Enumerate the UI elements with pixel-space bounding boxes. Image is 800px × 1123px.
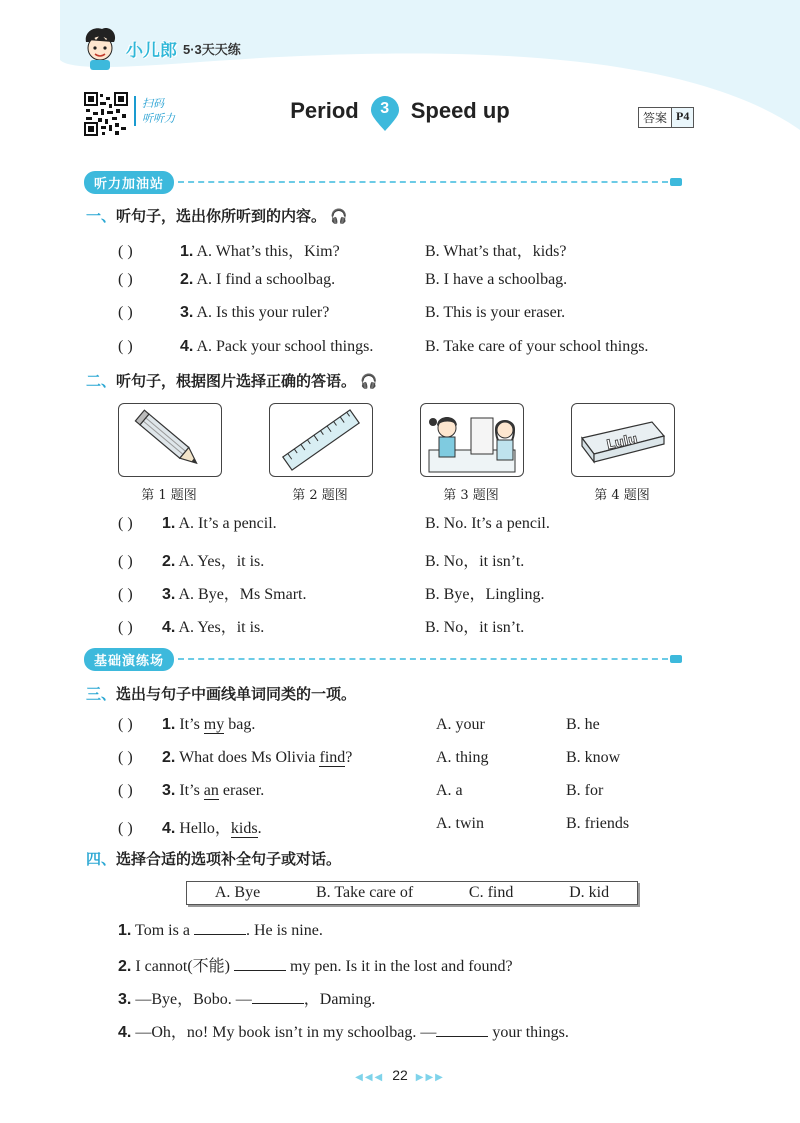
answer-blank[interactable]: ( ) [118,515,133,532]
question-number: 1. [162,515,176,532]
fill-in-row [118,986,375,1009]
picture-caption: 第 1 题图 [141,488,197,503]
word-option: B. Take care of [315,884,414,901]
word-option: C. find [468,884,514,901]
section-3-heading [86,683,356,704]
sentence-post: eraser. [218,782,265,799]
option-b: B. he [566,716,600,733]
question-row [118,581,306,604]
option-a: A. What’s this，Kim? [196,243,340,260]
right-arrows-icon: ▶▶▶ [415,1072,445,1083]
title-right: Speed up [410,97,510,123]
scan-note-line1: 扫码 [142,97,164,110]
fill-blank[interactable] [436,1022,488,1037]
sentence-post: ? [345,749,353,766]
question-number: 1. [162,716,176,733]
question-number: 1. [180,243,194,260]
option-a: A. It’s a pencil. [178,515,277,532]
option-a: A. Yes，it is. [178,553,265,570]
option-a: A. thing [436,749,489,766]
section-instruction: 听句子，选出你所听到的内容。 [116,207,327,225]
option-a: A. Yes，it is. [178,619,265,636]
question-number: 3. [162,782,176,799]
underlined-word: kids [230,820,258,837]
question-row [118,716,255,734]
section-4-heading [86,848,341,869]
option-a: A. I find a schoolbag. [196,271,336,288]
option-b: B. I have a schoolbag. [425,271,568,288]
answer-blank[interactable]: ( ) [118,553,133,570]
pencil-box-label: Lulu [605,431,639,454]
option-a: A. Bye，Ms Smart. [178,586,307,603]
scan-note-line2: 听听力 [142,112,175,125]
underlined-word: find [319,749,346,766]
answer-page: P4 [671,108,693,127]
option-a: A. your [436,716,485,733]
period-number: 3 [380,100,390,117]
page-footer [0,1067,800,1083]
answer-blank[interactable]: ( ) [118,243,133,260]
brand [80,26,241,70]
picture-caption: 第 4 题图 [594,488,650,503]
picture-caption: 第 3 题图 [443,488,499,503]
word-option: A. Bye [214,884,261,901]
question-number: 4. [180,338,194,355]
sentence-pre: It’s [179,716,204,733]
banner-label: 基础演练场 [84,648,174,671]
option-a: A. Is this your ruler? [196,304,330,321]
section-banner-listening [84,171,682,193]
headphones-icon: 🎧 [360,374,378,390]
question-row [118,548,264,571]
sentence-pre: —Bye，Bobo. — [131,991,252,1008]
fill-in-row [118,953,513,976]
question-number: 3. [162,586,176,603]
sentence-post: . [257,820,262,837]
question-row [118,271,335,289]
sentence-post: my pen. Is it in the lost and found? [285,958,513,975]
word-option: D. kid [569,884,610,901]
option-b: B. Bye，Lingling. [425,586,545,603]
option-b: B. Take care of your school things. [425,338,649,355]
answer-blank[interactable]: ( ) [118,271,133,288]
question-number: 2. [162,553,176,570]
banner-label: 听力加油站 [84,171,174,194]
series-name: 5·3天天练 [183,41,241,57]
fill-blank[interactable] [252,989,304,1004]
pencil-picture [118,403,222,477]
fill-blank[interactable] [194,920,246,935]
sentence-pre: It’s [179,782,204,799]
section-number: 一、 [86,207,117,225]
question-row [118,304,329,322]
question-row [118,614,264,637]
question-number: 2. [180,271,194,288]
option-b: B. friends [566,815,630,832]
answer-blank[interactable]: ( ) [118,820,133,837]
headphones-icon: 🎧 [330,209,348,225]
question-row [118,815,262,838]
answer-blank[interactable]: ( ) [118,619,133,636]
option-a: A. a [436,782,463,799]
brand-name: 小儿郎 [126,40,177,60]
underlined-word: an [203,782,219,799]
sentence-post: your things. [488,1024,569,1041]
option-b: B. know [566,749,621,766]
sentence-pre: I cannot(不能) [131,958,234,975]
banner-dashed-line [178,658,668,660]
banner-pen-icon [670,655,682,663]
picture-caption: 第 2 题图 [292,488,348,503]
answer-blank[interactable]: ( ) [118,782,133,799]
option-b: B. This is your eraser. [425,304,566,321]
section-number: 二、 [86,372,117,390]
pencil-box-picture [571,403,675,477]
option-b: B. No，it isn’t. [425,619,525,636]
teacher-and-girl-icon [421,404,523,476]
section-number: 四、 [86,850,117,868]
question-number: 2. [162,749,176,766]
question-row [118,238,340,261]
pencil-box-icon [572,404,674,476]
fill-in-row [118,920,323,940]
section-number: 三、 [86,685,117,703]
answer-reference [638,107,694,128]
sentence-pre: Tom is a [131,922,194,939]
option-b: B. No. It’s a pencil. [425,515,550,532]
answer-blank[interactable]: ( ) [118,716,133,733]
word-bank [186,881,638,905]
section-2-heading [86,370,377,391]
section-banner-basics [84,648,682,670]
answer-blank[interactable]: ( ) [118,749,133,766]
sentence-pre: —Oh，no! My book isn’t in my schoolbag. — [131,1024,437,1041]
fill-blank[interactable] [234,956,286,971]
section-1-heading [86,205,347,226]
period-pin [369,96,401,128]
sentence-post: . He is nine. [245,922,323,939]
question-number: 1. [118,922,132,939]
option-b: B. What’s that，kids? [425,243,567,260]
question-number: 4. [162,619,176,636]
left-arrows-icon: ◀◀◀ [355,1072,385,1083]
sentence-pre: Hello， [179,820,231,837]
question-number: 2. [118,958,132,975]
question-row [118,749,352,767]
fill-in-row [118,1019,569,1042]
question-number: 4. [118,1024,132,1041]
ruler-icon [270,404,372,476]
sentence-post: bag. [224,716,256,733]
answer-blank[interactable]: ( ) [118,338,133,355]
question-row [118,515,277,533]
pencil-icon [119,404,221,476]
option-b: B. No，it isn’t. [425,553,525,570]
option-b: B. for [566,782,604,799]
question-number: 3. [180,304,194,321]
title-left: Period [290,97,359,123]
ruler-picture [269,403,373,477]
question-row [118,782,264,800]
page-number: 22 [392,1067,408,1083]
question-number: 4. [162,820,176,837]
option-a: A. twin [436,815,484,832]
banner-pen-icon [670,178,682,186]
answer-blank[interactable]: ( ) [118,586,133,603]
option-a: A. Pack your school things. [196,338,374,355]
boy-mascot-icon [80,26,120,70]
question-number: 3. [118,991,132,1008]
underlined-word: my [203,716,225,733]
sentence-post: ，Daming. [303,991,376,1008]
question-row [118,338,373,356]
sentence-pre: What does Ms Olivia [179,749,320,766]
section-instruction: 选择合适的选项补全句子或对话。 [116,850,342,868]
answer-label: 答案 [643,111,668,125]
people-picture [420,403,524,477]
section-instruction: 选出与句子中画线单词同类的一项。 [116,685,357,703]
answer-blank[interactable]: ( ) [118,304,133,321]
banner-dashed-line [178,181,668,183]
section-instruction: 听句子，根据图片选择正确的答语。 [116,372,357,390]
